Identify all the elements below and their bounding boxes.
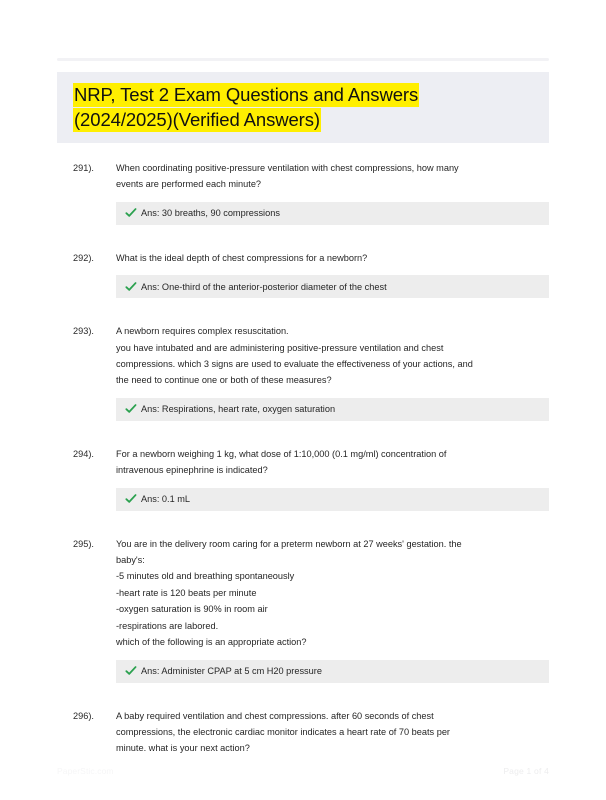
question-block <box>0 323 606 421</box>
question-text-line: which of the following is an appropriate action? <box>116 637 307 648</box>
question-text-line: compressions. which 3 signs are used to evaluate the effectiveness of your actions, and <box>116 359 473 370</box>
answer-box <box>116 202 549 225</box>
question-row <box>73 536 549 651</box>
question-block <box>0 160 606 225</box>
question-text <box>116 708 549 757</box>
answer-text: Ans: Respirations, heart rate, oxygen saturation <box>141 404 336 415</box>
question-spacer <box>0 523 606 536</box>
question-text-line: A baby required ventilation and chest compressions. after 60 seconds of chest <box>116 710 434 721</box>
question-spacer <box>0 433 606 446</box>
question-row <box>73 708 549 757</box>
page-number: Page 1 of 4 <box>503 766 549 776</box>
answer-text: Ans: One-third of the anterior-posterior diameter of the chest <box>141 281 387 292</box>
header-top-rule <box>57 58 549 61</box>
question-number: 294). <box>73 448 94 459</box>
question-text-line: the need to continue one or both of these measures? <box>116 375 332 386</box>
check-mark-icon <box>125 207 137 219</box>
check-mark-icon <box>125 281 137 293</box>
question-row <box>73 250 549 266</box>
question-block <box>0 536 606 683</box>
answer-box <box>116 398 549 421</box>
page-title-line-2: (2024/2025)(Verified Answers) <box>74 109 320 130</box>
question-text-line: -oxygen saturation is 90% in room air <box>116 604 268 615</box>
watermark-text: PaperStic.com <box>57 766 114 776</box>
question-text-line: baby's: <box>116 555 145 566</box>
question-row <box>73 446 549 479</box>
question-text-line: -5 minutes old and breathing spontaneously <box>116 571 295 582</box>
question-block <box>0 446 606 511</box>
question-spacer <box>0 695 606 708</box>
page-footer <box>0 766 606 786</box>
check-mark-icon <box>125 493 137 505</box>
answer-box <box>116 275 549 298</box>
check-mark-icon <box>125 403 137 415</box>
page-title <box>73 82 543 132</box>
question-number: 291). <box>73 163 94 173</box>
question-text-line: -heart rate is 120 beats per minute <box>116 587 257 598</box>
question-text-line: intravenous epinephrine is indicated? <box>116 465 268 476</box>
question-block <box>0 708 606 757</box>
answer-text: Ans: 0.1 mL <box>141 494 191 505</box>
question-text-line: events are performed each minute? <box>116 179 262 190</box>
question-number: 293). <box>73 326 94 337</box>
answer-text: Ans: 30 breaths, 90 compressions <box>141 208 280 219</box>
question-text <box>116 160 549 193</box>
question-text <box>116 250 549 266</box>
question-text-line: minute. what is your next action? <box>116 743 250 754</box>
question-number: 296). <box>73 710 94 721</box>
question-number: 292). <box>73 252 94 263</box>
answer-box <box>116 488 549 511</box>
question-text-line: When coordinating positive-pressure ventilation with chest compressions, how many <box>116 163 459 173</box>
question-spacer <box>0 237 606 250</box>
question-row <box>73 160 549 193</box>
answer-text: Ans: Administer CPAP at 5 cm H20 pressure <box>141 666 322 676</box>
answer-box <box>116 660 549 683</box>
question-text <box>116 536 549 651</box>
question-row <box>73 323 549 389</box>
question-number: 295). <box>73 538 94 549</box>
page-title-line-1: NRP, Test 2 Exam Questions and Answers <box>74 84 419 105</box>
question-text-line: For a newborn weighing 1 kg, what dose of 1:10,000 (0.1 mg/ml) concentration of <box>116 448 447 459</box>
question-text-line: -respirations are labored. <box>116 620 219 631</box>
question-text <box>116 446 549 479</box>
question-spacer <box>0 310 606 323</box>
question-text-line: What is the ideal depth of chest compressions for a newborn? <box>116 252 368 263</box>
question-text-line: you have intubated and are administering positive-pressure ventilation and chest <box>116 342 444 353</box>
question-block <box>0 250 606 298</box>
question-text-line: compressions, the electronic cardiac monitor indicates a heart rate of 70 beats per <box>116 726 450 737</box>
check-mark-icon <box>125 665 137 677</box>
question-text-line: You are in the delivery room caring for a preterm newborn at 27 weeks' gestation. the <box>116 538 462 549</box>
question-text <box>116 323 549 389</box>
questions-list <box>0 160 606 782</box>
question-text-line: A newborn requires complex resuscitation. <box>116 326 289 337</box>
